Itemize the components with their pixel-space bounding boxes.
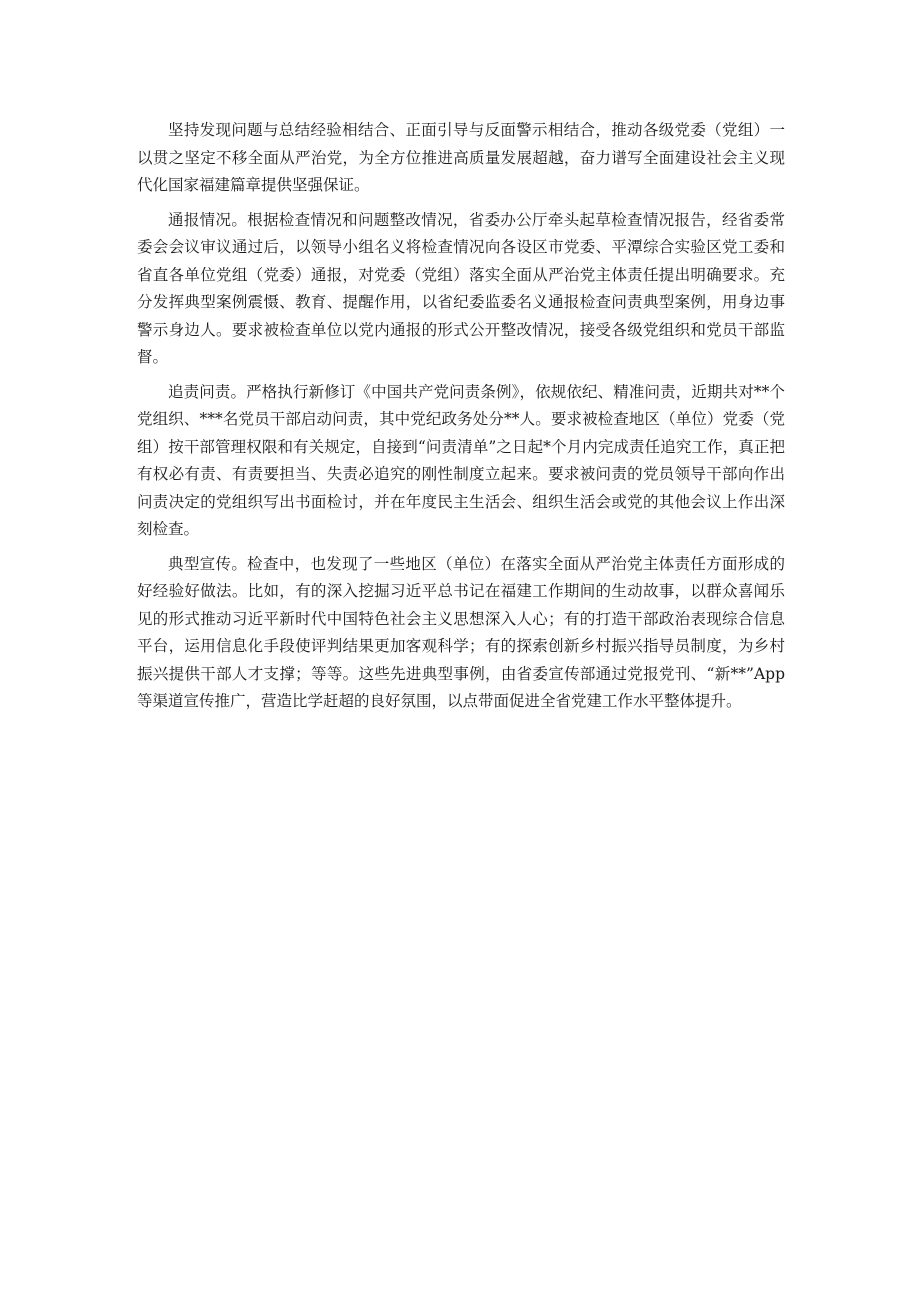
document-body xyxy=(137,117,785,723)
paragraph-conclusion: 坚持发现问题与总结经验相结合、正面引导与反面警示相结合，推动各级党委（党组）一以贯之坚定不移全面从严治党，为全方位推进高质量发展超越，奋力谱写全面建设社会主义现代化国家福建篇章提供坚强保证。 xyxy=(137,121,785,194)
paragraph-accountability: 追责问责。严格执行新修订《中国共产党问责条例》，依规依纪、精准问责，近期共对**个党组织、***名党员干部启动问责，其中党纪政务处分**人。要求被检查地区（单位）党委（党组）按干部管理权限和有关规定，自接到“问责清单”之日起*个月内完成责任追究工作，真正把有权必有责、有责要担当、失责必追究的刚性制度立起来。要求被问责的党员领导干部向作出问责决定的党组织写出书面检讨，并在年度民主生活会、组织生活会或党的其他会议上作出深刻检查。 xyxy=(137,382,785,538)
paragraph-typical-publicity: 典型宣传。检查中，也发现了一些地区（单位）在落实全面从严治党主体责任方面形成的好经验好做法。比如，有的深入挖掘习近平总书记在福建工作期间的生动故事，以群众喜闻乐见的形式推动习近平新时代中国特色社会主义思想深入人心；有的打造干部政治表现综合信息平台，运用信息化手段使评判结果更加客观科学；有的探索创新乡村振兴指导员制度，为乡村振兴提供干部人才支撑；等等。这些先进典型事例，由省委宣传部通过党报党刊、“新**”App等渠道宣传推广，营造比学赶超的良好氛围，以点带面促进全省党建工作水平整体提升。 xyxy=(137,554,785,710)
paragraph-report-situation: 通报情况。根据检查情况和问题整改情况，省委办公厅牵头起草检查情况报告，经省委常委会会议审议通过后，以领导小组名义将检查情况向各设区市党委、平潭综合实验区党工委和省直各单位党组（党委）通报，对党委（党组）落实全面从严治党主体责任提出明确要求。充分发挥典型案例震慑、教育、提醒作用，以省纪委监委名义通报检查问责典型案例，用身边事警示身边人。要求被检查单位以党内通报的形式公开整改情况，接受各级党组织和党员干部监督。 xyxy=(137,210,785,366)
